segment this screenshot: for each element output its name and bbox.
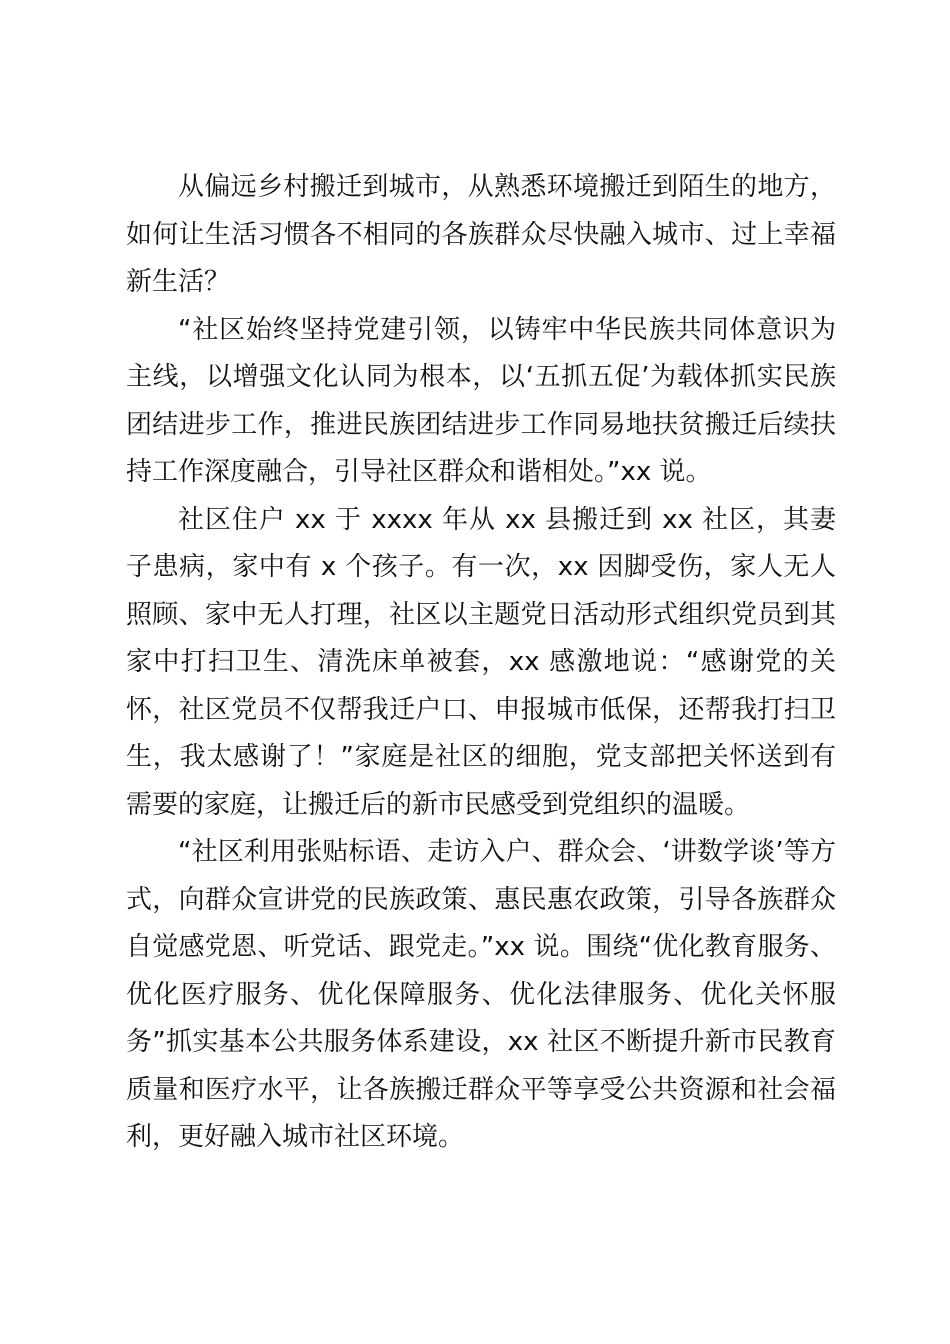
paragraph-relocation-question: 从偏远乡村搬迁到城市，从熟悉环境搬迁到陌生的地方，如何让生活习惯各不相同的各族群众尽快融入城市、过上幸福新生活？ — [126, 172, 836, 297]
document-body — [126, 164, 836, 1162]
paragraph-party-leadership-quote: “社区始终坚持党建引领，以铸牢中华民族共同体意识为主线，以增强文化认同为根本，以‘五抓五促’为载体抓实民族团结进步工作，推进民族团结进步工作同易地扶贫搬迁后续扶持工作深度融合，引导社区群众和谐相处。”xx 说。 — [126, 314, 836, 487]
paragraph-public-services: “社区利用张贴标语、走访入户、群众会、‘讲数学谈’等方式，向群众宣讲党的民族政策、惠民惠农政策，引导各族群众自觉感党恩、听党话、跟党走。”xx 说。围绕“优化教育服务、优化医疗服务、优化保障服务、优化法律服务、优化关怀服务”抓实基本公共服务体系建设，xx 社区不断提升新市民教育质量和医疗水平，让各族搬迁群众平等享受公共资源和社会福利，更好融入城市社区环境。 — [126, 837, 836, 1152]
paragraph-resident-story: 社区住户 xx 于 xxxx 年从 xx 县搬迁到 xx 社区，其妻子患病，家中有 x 个孩子。有一次，xx 因脚受伤，家人无人照顾、家中无人打理，社区以主题党日活动形式组织党员到其家中打扫卫生、清洗床单被套，xx 感激地说：“感谢党的关怀，社区党员不仅帮我迁户口、申报城市低保，还帮我打扫卫生，我太感谢了！”家庭是社区的细胞，党支部把关怀送到有需要的家庭，让搬迁后的新市民感受到党组织的温暖。 — [126, 504, 836, 820]
